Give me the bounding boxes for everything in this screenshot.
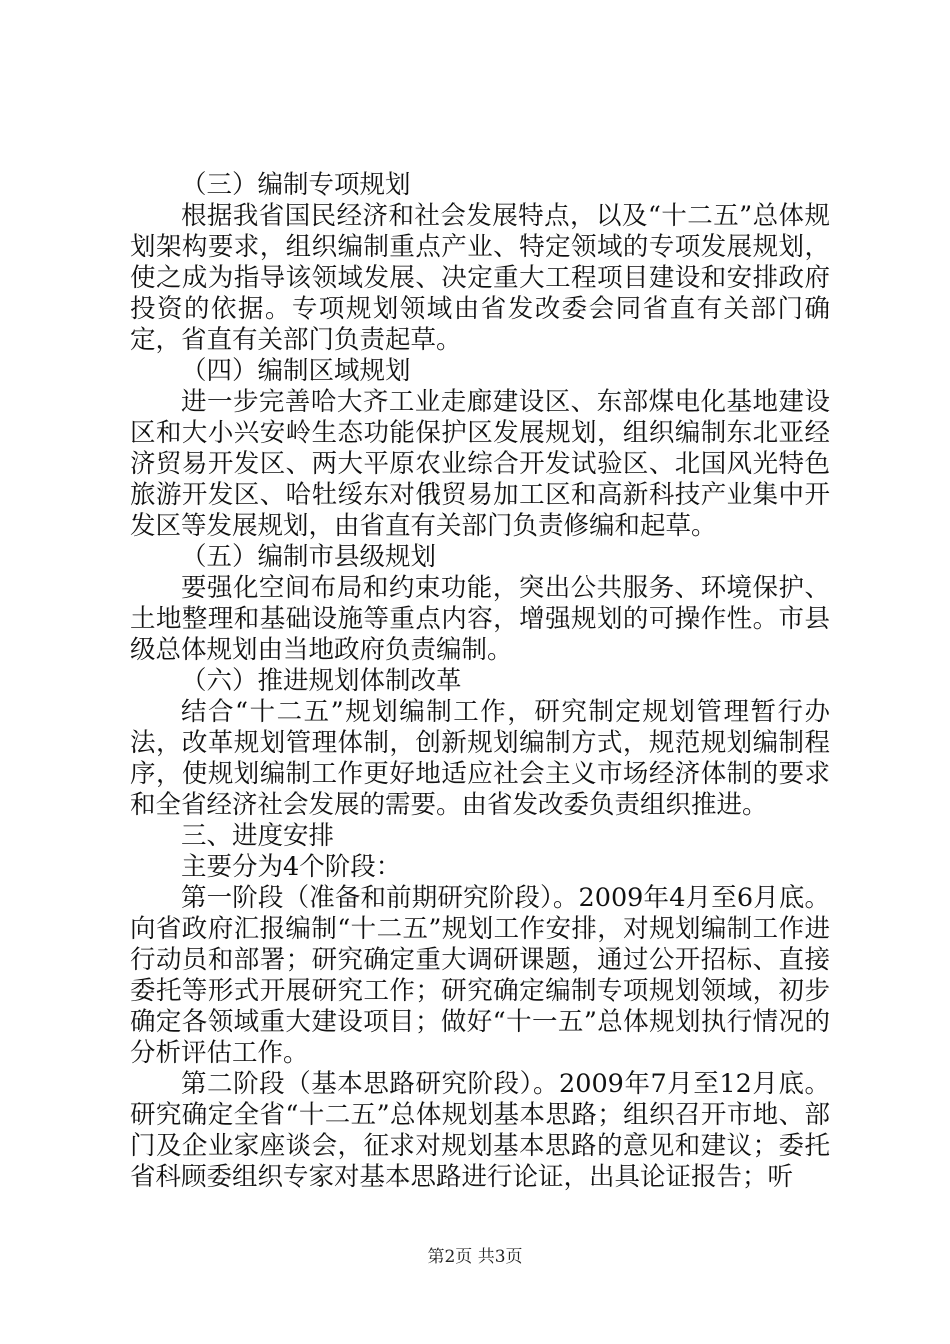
paragraph: 要强化空间布局和约束功能，突出公共服务、环境保护、土地整理和基础设施等重点内容，增强规划的可操作性。市县级总体规划由当地政府负责编制。 [130, 573, 830, 665]
paragraph: 进一步完善哈大齐工业走廊建设区、东部煤电化基地建设区和大小兴安岭生态功能保护区发展规划，组织编制东北亚经济贸易开发区、两大平原农业综合开发试验区、北国风光特色旅游开发区、哈牡绥东对俄贸易加工区和高新科技产业集中开发区等发展规划，由省直有关部门负责修编和起草。 [130, 387, 830, 541]
section-heading-3: （三）编制专项规划 [181, 170, 411, 200]
paragraph-stage-2: 第二阶段（基本思路研究阶段）。2009年7月至12月底。研究确定全省“十二五”总体规划基本思路；组织召开市地、部门及企业家座谈会，征求对规划基本思路的意见和建议；委托省科顾委组织专家对基本思路进行论证，出具论证报告；听 [130, 1069, 830, 1192]
section-heading-6: （六）推进规划体制改革 [181, 666, 462, 696]
section-heading-5: （五）编制市县级规划 [181, 542, 437, 572]
paragraph-stage-1: 第一阶段（准备和前期研究阶段）。2009年4月至6月底。向省政府汇报编制“十二五”规划工作安排，对规划编制工作进行动员和部署；研究确定重大调研课题，通过公开招标、直接委托等形式开展研究工作；研究确定编制专项规划领域，初步确定各领域重大建设项目；做好“十一五”总体规划执行情况的分析评估工作。 [130, 883, 830, 1068]
document-body [130, 170, 830, 1193]
paragraph: 根据我省国民经济和社会发展特点，以及“十二五”总体规划架构要求，组织编制重点产业、特定领域的专项发展规划，使之成为指导该领域发展、决定重大工程项目建设和安排政府投资的依据。专项规划领域由省发改委会同省直有关部门确定，省直有关部门负责起草。 [130, 201, 830, 355]
chapter-heading-schedule: 三、进度安排 [181, 821, 335, 851]
section-heading-4: （四）编制区域规划 [181, 356, 411, 386]
paragraph: 结合“十二五”规划编制工作，研究制定规划管理暂行办法，改革规划管理体制，创新规划编制方式，规范规划编制程序，使规划编制工作更好地适应社会主义市场经济体制的要求和全省经济社会发展的需要。由省发改委负责组织推进。 [130, 697, 830, 820]
paragraph: 主要分为4个阶段： [181, 852, 402, 882]
page-number-footer: 第2页 共3页 [427, 1247, 523, 1267]
